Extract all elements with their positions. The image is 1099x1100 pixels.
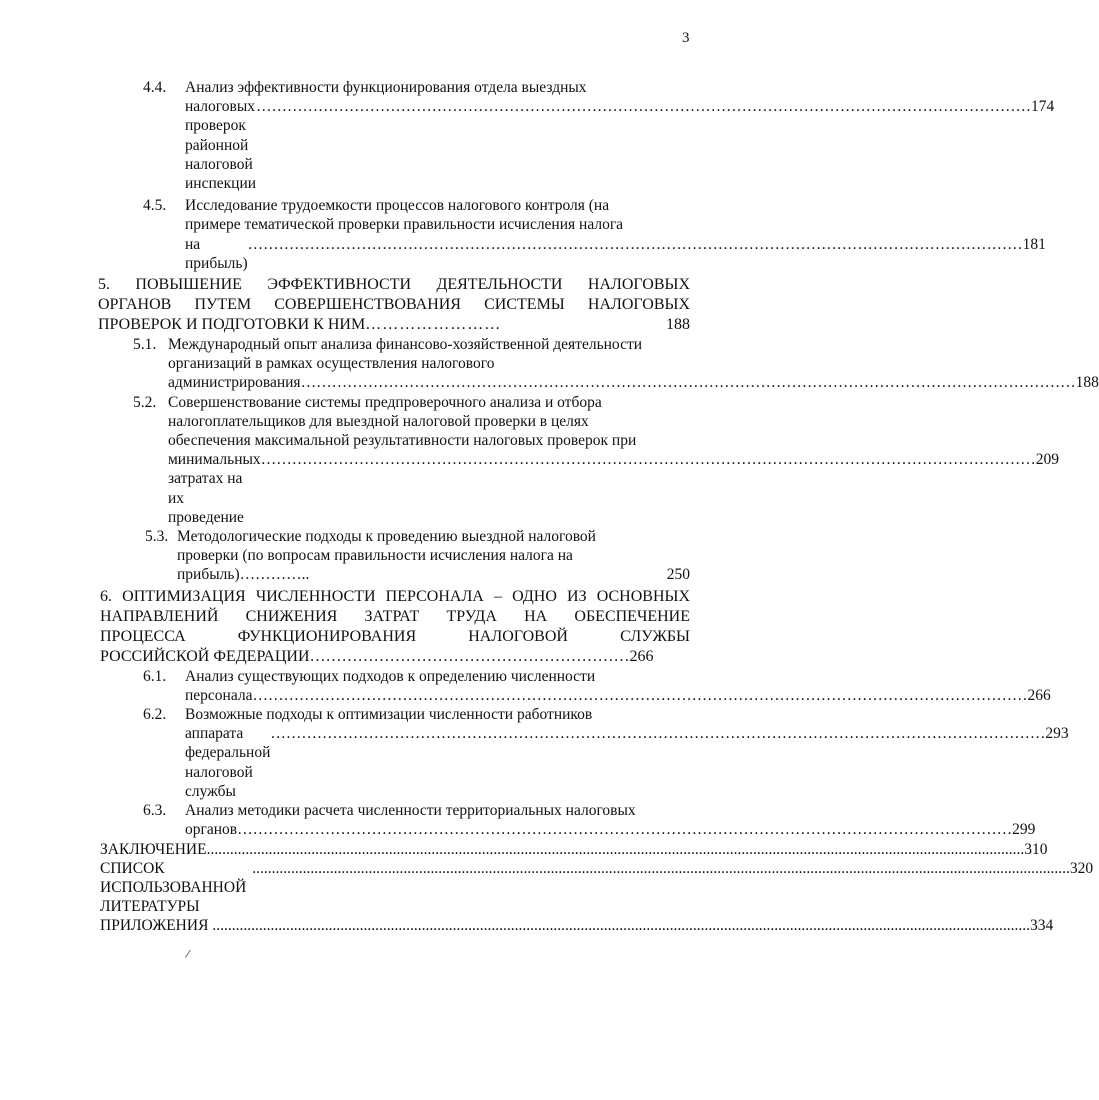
toc-entry-line: обеспечения максимальной результативности налоговых проверок при — [168, 432, 637, 450]
toc-entry-4-5[interactable] — [0, 196, 1046, 273]
toc-entry-line: органов — [185, 821, 238, 839]
toc-heading-line: НАПРАВЛЕНИЙ СНИЖЕНИЯ ЗАТРАТ ТРУДА НА ОБЕСПЕЧЕНИЕ — [100, 607, 690, 625]
toc-page-number: 250 — [666, 566, 690, 584]
toc-entry-line: Исследование трудоемкости процессов налогового контроля (на — [185, 197, 610, 215]
toc-section-5[interactable] — [98, 275, 690, 335]
toc-heading-line: ПРОВЕРОК И ПОДГОТОВКИ К НИМ — [98, 316, 366, 334]
toc-entry-line: примере тематической проверки правильности исчисления налога — [185, 216, 624, 234]
toc-entry-line: Анализ эффективности функционирования отдела выездных — [185, 79, 587, 96]
toc-appendices[interactable] — [100, 916, 1054, 935]
toc-page-number: 266 — [629, 647, 654, 665]
table-of-contents — [0, 78, 1099, 936]
toc-page-number: 174 — [1031, 98, 1055, 116]
toc-entry-line: налоговых проверок районной налоговой инспекции — [185, 98, 257, 193]
toc-entry-line: Методологические подходы к проведению выездной налоговой — [177, 528, 596, 546]
toc-entry-number: 6.3. — [143, 802, 167, 820]
toc-heading-line: 5. ПОВЫШЕНИЕ ЭФФЕКТИВНОСТИ ДЕЯТЕЛЬНОСТИ НАЛОГОВЫХ — [98, 276, 690, 294]
toc-entry-line: персонала — [185, 686, 253, 704]
toc-entry-line: на прибыль) — [185, 235, 248, 272]
page-number: 3 — [682, 30, 690, 46]
leader-dots — [252, 686, 1027, 705]
toc-page-number: 320 — [1069, 859, 1094, 877]
toc-entry-line: администрирования — [168, 374, 301, 392]
stray-mark: / — [184, 945, 192, 962]
toc-entry-line: Возможные подходы к оптимизации численности работников — [185, 706, 593, 724]
toc-entry-title: ЗАКЛЮЧЕНИЕ — [100, 840, 207, 858]
toc-entry-number: 5.3. — [145, 528, 169, 546]
toc-page-number: 293 — [1045, 725, 1069, 743]
leader-dots — [301, 373, 1076, 392]
toc-entry-title: ПРИЛОЖЕНИЯ — [100, 917, 209, 935]
toc-references[interactable] — [100, 859, 1094, 917]
leader-dots — [248, 235, 1023, 254]
toc-entry-number: 6.1. — [143, 667, 167, 685]
toc-page-number: 299 — [1012, 821, 1036, 839]
leader-dots — [212, 916, 1030, 935]
toc-entry-number: 4.4. — [143, 79, 167, 96]
toc-entry-number: 5.1. — [133, 336, 157, 354]
toc-entry-number: 4.5. — [143, 197, 167, 215]
toc-entry-line: организаций в рамках осуществления налогового — [168, 355, 495, 373]
leader-dots — [252, 859, 1070, 878]
toc-heading-line: ПРОЦЕССА ФУНКЦИОНИРОВАНИЯ НАЛОГОВОЙ СЛУЖБЫ — [100, 627, 690, 645]
toc-page-number: 188 — [1075, 374, 1099, 392]
toc-entry-line: Анализ существующих подходов к определению численности — [185, 667, 596, 685]
toc-heading-line: 6. ОПТИМИЗАЦИЯ ЧИСЛЕННОСТИ ПЕРСОНАЛА – ОДНО ИЗ ОСНОВНЫХ — [100, 587, 690, 605]
toc-entry-line: аппарата федеральной налоговой службы — [185, 725, 271, 800]
toc-page-number: 181 — [1022, 235, 1046, 253]
leader-dots: …………………… — [365, 316, 502, 334]
toc-entry-6-2[interactable] — [0, 705, 1069, 801]
toc-entry-line: Анализ методики расчета численности территориальных налоговых — [185, 802, 636, 820]
toc-page-number: 310 — [1024, 840, 1048, 858]
toc-entry-line: Международный опыт анализа финансово-хозяйственной деятельности — [168, 336, 643, 354]
toc-entry-5-3[interactable] — [0, 527, 733, 585]
toc-entry-line: проверки (по вопросам правильности исчисления налога на — [177, 547, 573, 565]
toc-entry-5-2[interactable] — [0, 393, 1059, 527]
leader-dots — [237, 820, 1012, 839]
toc-entry-5-1[interactable] — [0, 335, 1099, 393]
toc-page-number: 209 — [1035, 451, 1059, 469]
toc-page-number: 266 — [1027, 686, 1051, 704]
toc-page-number: 188 — [666, 316, 690, 334]
toc-entry-4-4[interactable] — [0, 78, 1055, 193]
toc-entry-6-3[interactable] — [0, 801, 1036, 839]
toc-entry-number: 6.2. — [143, 706, 167, 724]
toc-entry-line: налогоплательщиков для выездной налоговой проверки в целях — [168, 412, 589, 430]
leader-dots — [207, 840, 1025, 859]
toc-heading-line: РОССИЙСКОЙ ФЕДЕРАЦИИ — [100, 647, 310, 665]
toc-entry-title: СПИСОК ИСПОЛЬЗОВАННОЙ ЛИТЕРАТУРЫ — [100, 859, 247, 916]
leader-dots: …………………………………………………… — [309, 647, 630, 665]
leader-dots: ………….. — [239, 566, 310, 584]
toc-section-6[interactable] — [100, 587, 690, 667]
toc-entry-line: прибыль) — [177, 566, 240, 584]
leader-dots — [261, 450, 1036, 469]
toc-entry-number: 5.2. — [133, 393, 157, 411]
leader-dots — [256, 97, 1031, 116]
toc-entry-6-1[interactable] — [0, 667, 1051, 705]
toc-page-number: 334 — [1030, 917, 1054, 935]
toc-entry-line: минимальных затратах на их проведение — [168, 451, 261, 526]
leader-dots — [270, 724, 1045, 743]
toc-conclusion[interactable] — [100, 840, 1048, 859]
toc-heading-line: ОРГАНОВ ПУТЕМ СОВЕРШЕНСТВОВАНИЯ СИСТЕМЫ НАЛОГОВЫХ — [98, 296, 690, 314]
toc-entry-line: Совершенствование системы предпроверочного анализа и отбора — [168, 393, 602, 411]
